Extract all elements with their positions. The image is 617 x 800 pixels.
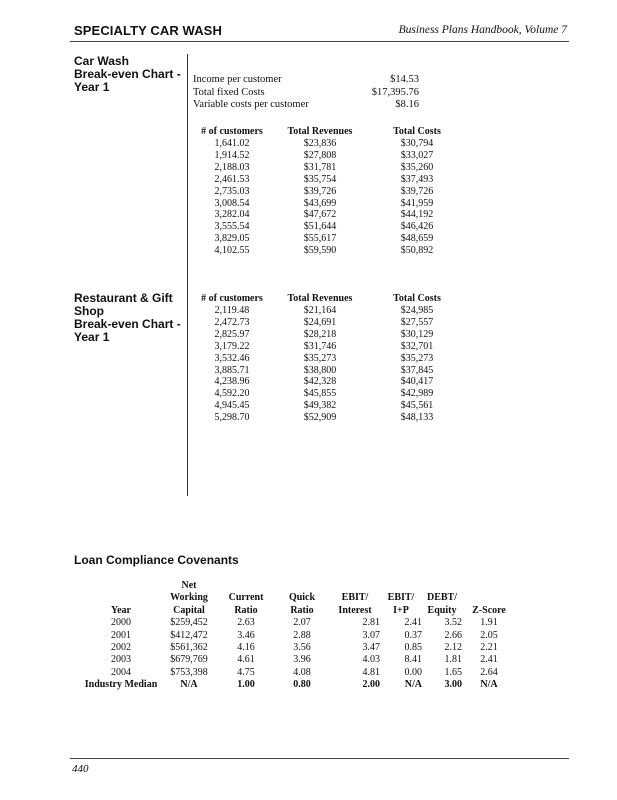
- debt-equity-cell: 3.00: [444, 679, 462, 691]
- table-row: [196, 353, 462, 365]
- car-wash-label-line: Break-even Chart -: [74, 67, 181, 81]
- summary-value: $8.16: [395, 99, 419, 110]
- cost-cell: $46,426: [400, 221, 434, 233]
- debt-equity-cell: 3.52: [444, 617, 462, 629]
- table-row: [82, 630, 516, 642]
- car-wash-summary: [193, 74, 419, 112]
- restaurant-label-line: Year 1: [74, 330, 110, 344]
- table-row: [82, 617, 516, 629]
- ebit-ip-cell: 0.00: [404, 666, 422, 678]
- cost-cell: $45,561: [400, 400, 434, 412]
- column-header: [380, 580, 422, 592]
- page-header-title: SPECIALTY CAR WASH: [74, 23, 222, 38]
- cost-cell: $42,989: [400, 388, 434, 400]
- cost-cell: $48,659: [400, 233, 434, 245]
- customers-cell: 4,238.96: [214, 376, 250, 388]
- ebit-ip-cell: 8.41: [404, 654, 422, 666]
- table-row: [196, 329, 462, 341]
- table-row: [196, 174, 462, 186]
- column-header: Total Revenues: [287, 126, 353, 137]
- table-row: [196, 412, 462, 424]
- cost-cell: $30,129: [400, 328, 434, 340]
- quick-ratio-cell: 3.56: [293, 642, 311, 654]
- loan-covenants-title: Loan Compliance Covenants: [74, 553, 239, 567]
- page-header-book-title: Business Plans Handbook, Volume 7: [398, 24, 567, 36]
- column-header: [330, 580, 380, 592]
- column-header: Capital: [173, 604, 205, 616]
- customers-cell: 5,298.70: [214, 412, 250, 424]
- table-row: [196, 400, 462, 412]
- customers-cell: 3,885.71: [214, 364, 250, 376]
- current-ratio-cell: 3.46: [237, 629, 255, 641]
- column-header: [422, 580, 462, 592]
- revenue-cell: $24,691: [303, 316, 337, 328]
- restaurant-label-line: Shop: [74, 304, 104, 318]
- column-header: [274, 580, 330, 592]
- revenue-cell: $45,855: [303, 388, 337, 400]
- year-cell: 2001: [111, 629, 131, 641]
- quick-ratio-cell: 2.07: [293, 617, 311, 629]
- cost-cell: $24,985: [400, 305, 434, 316]
- column-header: [82, 580, 160, 592]
- car-wash-label-line: Year 1: [74, 80, 110, 94]
- column-header: Year: [111, 604, 131, 616]
- customers-cell: 3,179.22: [214, 340, 250, 352]
- column-header: # of customers: [201, 293, 263, 304]
- column-header: Current: [228, 592, 264, 604]
- ebit-interest-cell: 4.03: [362, 654, 380, 666]
- current-ratio-cell: 2.63: [237, 617, 255, 629]
- table-row: [196, 305, 462, 317]
- summary-label: Variable costs per customer: [193, 99, 309, 110]
- column-header: [462, 592, 516, 604]
- table-row: [196, 209, 462, 221]
- table-row: [196, 376, 462, 388]
- column-header: I+P: [393, 604, 409, 616]
- ebit-interest-cell: 3.07: [362, 629, 380, 641]
- column-header: Total Costs: [393, 293, 441, 304]
- cost-cell: $27,557: [400, 316, 434, 328]
- cost-cell: $37,493: [400, 173, 434, 185]
- quick-ratio-cell: 3.96: [293, 654, 311, 666]
- restaurant-label-line: Break-even Chart -: [74, 317, 181, 331]
- revenue-cell: $51,644: [303, 221, 337, 233]
- revenue-cell: $35,754: [303, 173, 337, 185]
- summary-row: [193, 99, 419, 112]
- z-score-cell: 2.05: [480, 629, 498, 641]
- table-header-row: [196, 125, 462, 138]
- ebit-interest-cell: 3.47: [362, 642, 380, 654]
- table-row: [82, 654, 516, 666]
- revenue-cell: $43,699: [303, 197, 337, 209]
- customers-cell: 2,461.53: [214, 173, 250, 185]
- column-header: # of customers: [201, 126, 263, 137]
- revenue-cell: $35,273: [303, 352, 337, 364]
- table-row: [82, 667, 516, 679]
- column-header: DEBT/: [426, 592, 457, 604]
- net-working-capital-cell: $412,472: [170, 629, 208, 641]
- customers-cell: 3,008.54: [214, 197, 250, 209]
- year-cell: 2002: [111, 642, 131, 654]
- revenue-cell: $21,164: [303, 305, 337, 316]
- column-header: Ratio: [290, 604, 314, 616]
- column-header: EBIT/: [341, 592, 369, 604]
- debt-equity-cell: 1.81: [444, 654, 462, 666]
- customers-cell: 2,119.48: [214, 305, 250, 316]
- cost-cell: $44,192: [400, 209, 434, 221]
- revenue-cell: $49,382: [303, 400, 337, 412]
- table-header-row: [82, 580, 516, 592]
- table-row: [196, 198, 462, 210]
- summary-row: [193, 74, 419, 87]
- column-header: Net: [181, 580, 197, 591]
- revenue-cell: $39,726: [303, 185, 337, 197]
- customers-cell: 3,829.05: [214, 233, 250, 245]
- ebit-ip-cell: 0.37: [404, 629, 422, 641]
- net-working-capital-cell: $561,362: [170, 642, 208, 654]
- summary-value: $14.53: [390, 74, 419, 85]
- z-score-cell: 1.91: [480, 617, 498, 629]
- cost-cell: $50,892: [400, 245, 434, 257]
- revenue-cell: $27,808: [303, 149, 337, 161]
- table-row: [196, 317, 462, 329]
- current-ratio-cell: 1.00: [237, 679, 255, 691]
- cost-cell: $33,027: [400, 149, 434, 161]
- customers-cell: 2,825.97: [214, 328, 250, 340]
- summary-label: Income per customer: [193, 74, 282, 85]
- cost-cell: $37,845: [400, 364, 434, 376]
- column-header: [462, 580, 516, 592]
- restaurant-section-label: [74, 292, 181, 344]
- header-divider: [70, 41, 569, 42]
- year-cell: 2004: [111, 666, 131, 678]
- debt-equity-cell: 1.65: [444, 666, 462, 678]
- table-header-row: [82, 592, 516, 604]
- quick-ratio-cell: 2.88: [293, 629, 311, 641]
- z-score-cell: 2.64: [480, 666, 498, 678]
- cost-cell: $40,417: [400, 376, 434, 388]
- revenue-cell: $23,836: [303, 138, 337, 149]
- quick-ratio-cell: 4.08: [293, 666, 311, 678]
- revenue-cell: $42,328: [303, 376, 337, 388]
- net-working-capital-cell: $679,769: [170, 654, 208, 666]
- current-ratio-cell: 4.16: [237, 642, 255, 654]
- car-wash-label-line: Car Wash: [74, 54, 129, 68]
- net-working-capital-cell: $259,452: [170, 617, 208, 629]
- summary-label: Total fixed Costs: [193, 86, 265, 98]
- loan-covenants-table: [82, 580, 516, 692]
- cost-cell: $32,701: [400, 340, 434, 352]
- section-vertical-divider: [187, 54, 188, 496]
- customers-cell: 3,532.46: [214, 352, 250, 364]
- debt-equity-cell: 2.12: [444, 642, 462, 654]
- z-score-cell: 2.21: [480, 642, 498, 654]
- summary-value: $17,395.76: [371, 86, 419, 98]
- ebit-ip-cell: N/A: [404, 679, 422, 691]
- revenue-cell: $52,909: [303, 412, 337, 424]
- column-header: Equity: [427, 604, 457, 616]
- z-score-cell: 2.41: [480, 654, 498, 666]
- table-row: [196, 221, 462, 233]
- cost-cell: $35,273: [400, 352, 434, 364]
- ebit-interest-cell: 2.81: [362, 617, 380, 629]
- column-header: Z-Score: [472, 604, 506, 616]
- median-label-cell: Industry Median: [84, 679, 158, 691]
- revenue-cell: $31,746: [303, 340, 337, 352]
- table-row: [196, 341, 462, 353]
- column-header: EBIT/: [387, 592, 415, 604]
- net-working-capital-cell: $753,398: [170, 666, 208, 678]
- z-score-cell: N/A: [480, 679, 498, 691]
- customers-cell: 4,945.45: [214, 400, 250, 412]
- revenue-cell: $55,617: [303, 233, 337, 245]
- column-header: Total Costs: [393, 126, 441, 137]
- ebit-ip-cell: 0.85: [404, 642, 422, 654]
- year-cell: 2003: [111, 654, 131, 666]
- current-ratio-cell: 4.61: [237, 654, 255, 666]
- cost-cell: $35,260: [400, 161, 434, 173]
- column-header: [218, 580, 274, 592]
- table-row: [196, 186, 462, 198]
- column-header: Working: [170, 592, 208, 604]
- customers-cell: 4,592.20: [214, 388, 250, 400]
- ebit-ip-cell: 2.41: [404, 617, 422, 629]
- table-row: [196, 388, 462, 400]
- table-row: [196, 245, 462, 257]
- table-header-row: [196, 292, 462, 305]
- ebit-interest-cell: 2.00: [362, 679, 380, 691]
- customers-cell: 2,472.73: [214, 316, 250, 328]
- column-header: [82, 592, 160, 604]
- summary-row: [193, 87, 419, 100]
- restaurant-label-line: Restaurant & Gift: [74, 291, 173, 305]
- customers-cell: 2,188.03: [214, 161, 250, 173]
- customers-cell: 3,555.54: [214, 221, 250, 233]
- footer-divider: [70, 758, 569, 759]
- ebit-interest-cell: 4.81: [362, 666, 380, 678]
- column-header: Total Revenues: [287, 293, 353, 304]
- column-header: Quick: [288, 592, 316, 604]
- customers-cell: 1,641.02: [214, 138, 250, 149]
- table-row: [196, 365, 462, 377]
- column-header: Interest: [338, 604, 372, 616]
- page-number: 440: [72, 763, 89, 775]
- current-ratio-cell: 4.75: [237, 666, 255, 678]
- customers-cell: 3,282.04: [214, 209, 250, 221]
- industry-median-row: [82, 679, 516, 691]
- table-row: [196, 233, 462, 245]
- revenue-cell: $28,218: [303, 328, 337, 340]
- quick-ratio-cell: 0.80: [293, 679, 311, 691]
- table-row: [82, 642, 516, 654]
- table-row: [196, 150, 462, 162]
- revenue-cell: $59,590: [303, 245, 337, 257]
- table-row: [196, 138, 462, 150]
- revenue-cell: $47,672: [303, 209, 337, 221]
- revenue-cell: $31,781: [303, 161, 337, 173]
- net-working-capital-cell: N/A: [180, 679, 198, 691]
- customers-cell: 1,914.52: [214, 149, 250, 161]
- table-header-row: [82, 605, 516, 617]
- column-header: Ratio: [234, 604, 258, 616]
- customers-cell: 4,102.55: [214, 245, 250, 257]
- revenue-cell: $38,800: [303, 364, 337, 376]
- car-wash-break-even-table: [196, 125, 462, 257]
- restaurant-break-even-table: [196, 292, 462, 424]
- customers-cell: 2,735.03: [214, 185, 250, 197]
- cost-cell: $39,726: [400, 185, 434, 197]
- cost-cell: $41,959: [400, 197, 434, 209]
- table-row: [196, 162, 462, 174]
- year-cell: 2000: [111, 617, 131, 629]
- cost-cell: $30,794: [400, 138, 434, 149]
- car-wash-section-label: [74, 55, 181, 94]
- debt-equity-cell: 2.66: [444, 629, 462, 641]
- cost-cell: $48,133: [400, 412, 434, 424]
